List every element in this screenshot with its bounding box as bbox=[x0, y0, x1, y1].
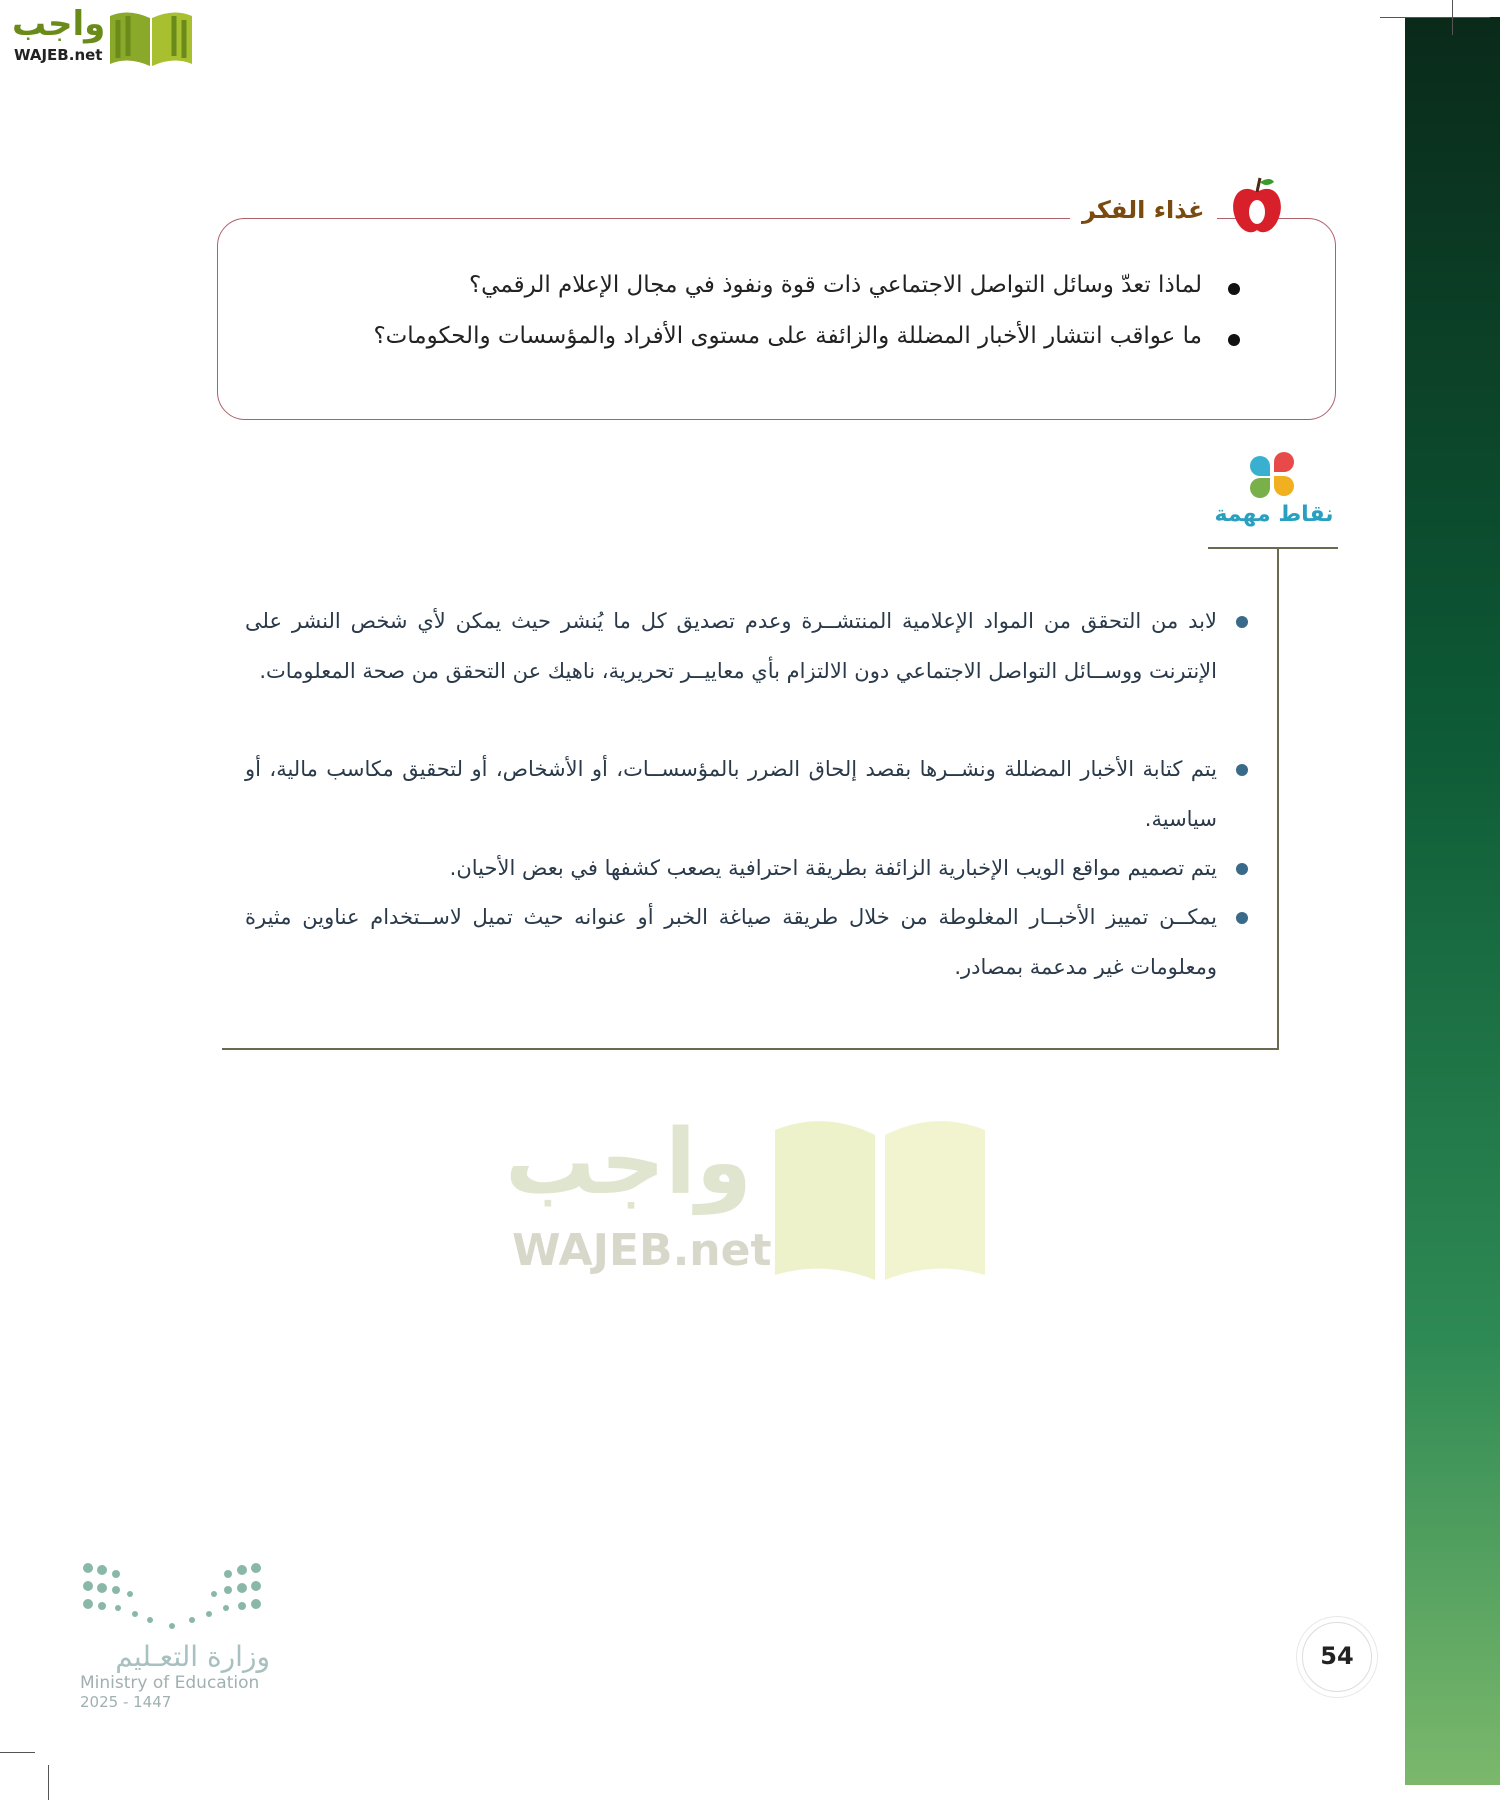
side-green-bar bbox=[1405, 17, 1500, 1785]
crop-mark bbox=[1380, 17, 1490, 18]
ministry-arabic: وزارة التعـليم bbox=[115, 1640, 270, 1673]
point-3: يتم تصميم مواقع الويب الإخبارية الزائفة بطريقة احترافية يصعب كشفها في بعض الأحيان. bbox=[449, 856, 1217, 880]
point-4: يمكــن تمييز الأخبــار المغلوطة من خلال طريقة صياغة الخبر أو عنوانه حيث تميل لاســتخدام عناوين مثيرة ومعلومات غير مدعمة بمصادر. bbox=[245, 905, 1217, 979]
bullet-dot bbox=[1236, 863, 1248, 875]
book-icon bbox=[108, 8, 194, 66]
logo-latin: WAJEB.net bbox=[14, 46, 103, 64]
apple-icon bbox=[1230, 176, 1284, 236]
crop-mark bbox=[1452, 0, 1453, 35]
bullet-dot bbox=[1236, 616, 1248, 628]
ministry-logo bbox=[80, 1560, 270, 1711]
think-box-title: غذاء الفكر bbox=[1070, 196, 1217, 224]
bullet-dot bbox=[1228, 283, 1240, 295]
watermark-book-icon bbox=[775, 1110, 985, 1280]
ministry-dots-icon bbox=[80, 1560, 265, 1630]
page-number: 54 bbox=[1302, 1622, 1372, 1692]
points-title: نقاط مهمة bbox=[1214, 502, 1334, 527]
points-vertical-line bbox=[1277, 548, 1279, 1050]
point-1: لابد من التحقق من المواد الإعلامية المنتشــرة وعدم تصديق كل ما يُنشر حيث يمكن لأي شخص النشر على الإنترنت ووســائل التواصل الاجتماعي دون الالتزام بأي معاييــر تحريرية، ناهيك عن التحقق من صحة المعلومات. bbox=[245, 609, 1217, 683]
ministry-english: Ministry of Education bbox=[80, 1673, 260, 1693]
ministry-year: 2025 - 1447 bbox=[80, 1693, 172, 1711]
bullet-dot bbox=[1236, 912, 1248, 924]
watermark-arabic: واجب bbox=[505, 1110, 752, 1215]
wajeb-logo bbox=[8, 4, 193, 68]
bullet-dot bbox=[1236, 764, 1248, 776]
logo-arabic: واجب bbox=[12, 4, 106, 44]
points-underline bbox=[1208, 547, 1338, 549]
points-bottom-line bbox=[222, 1048, 1279, 1050]
crop-mark bbox=[48, 1765, 49, 1800]
crop-mark bbox=[0, 1752, 35, 1753]
question-1: لماذا تعدّ وسائل التواصل الاجتماعي ذات قوة ونفوذ في مجال الإعلام الرقمي؟ bbox=[468, 272, 1202, 298]
question-2: ما عواقب انتشار الأخبار المضللة والزائفة على مستوى الأفراد والمؤسسات والحكومات؟ bbox=[373, 323, 1202, 349]
think-box bbox=[217, 218, 1336, 420]
point-2: يتم كتابة الأخبار المضللة ونشــرها بقصد إلحاق الضرر بالمؤسســات، أو الأشخاص، أو لتحقيق مكاسب مالية، أو سياسية. bbox=[245, 757, 1217, 831]
bullet-dot bbox=[1228, 334, 1240, 346]
watermark-latin: WAJEB.net bbox=[512, 1225, 772, 1276]
